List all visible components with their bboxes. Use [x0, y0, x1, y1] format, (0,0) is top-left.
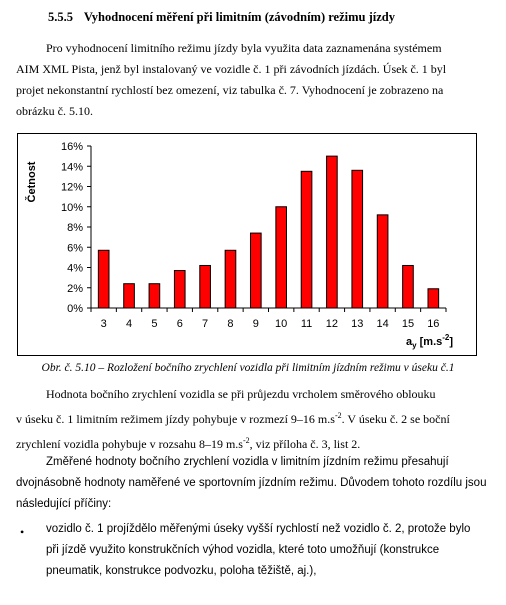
y-tick-label: 8% [67, 222, 83, 234]
paragraph-line: v úseku č. 1 limitním režimem jízdy pohybuje v rozmezí 9–16 $m.s^{-2}$. V úseku č. 2 se boční [16, 411, 450, 426]
chart-bar [200, 265, 211, 308]
bullet-item [46, 519, 478, 582]
y-tick-label: 12% [60, 181, 83, 194]
bullet-icon: • [20, 525, 25, 539]
x-tick-label: 12 [325, 318, 339, 330]
chart-bar [225, 250, 236, 308]
chart-bar [124, 284, 135, 308]
chart-bar [428, 289, 439, 308]
x-tick-label: 10 [275, 318, 288, 330]
paragraph-comparison [16, 452, 487, 515]
chart-bar [250, 233, 261, 308]
paragraph-line: Pro vyhodnocení limitního režimu jízdy byla využita data zaznamenána systémem [46, 41, 442, 55]
chart-bar [174, 271, 185, 308]
paragraph-line: Změřené hodnoty bočního zrychlení vozidla v limitním jízdním režimu přesahují [46, 456, 449, 468]
chart-bar [352, 170, 363, 308]
paragraph-line: zrychlení vozidla pohybuje v rozsahu 8–19 $m.s^{-2}$, viz příloha č. 3, list 2. [16, 436, 361, 451]
x-tick-label: 3 [100, 318, 107, 330]
chart-bar [403, 265, 414, 308]
chart-bar [276, 207, 287, 308]
paragraph-intro [16, 38, 478, 122]
figure-caption: Obr. č. 5.10 – Rozložení bočního zrychlení vozidla při limitním jízdním režimu v úseku č.1 [41, 362, 455, 374]
section-heading [48, 10, 395, 25]
x-tick-label: 5 [151, 318, 158, 330]
chart-bar [301, 171, 312, 308]
x-tick-label: 9 [252, 318, 259, 330]
x-tick-label: 7 [202, 318, 209, 330]
paragraph-line: Hodnota bočního zrychlení vozidla se při průjezdu vrcholem směrového oblouku [46, 387, 436, 401]
paragraph-line: projet nekonstantní rychlostí bez omezení, viz tabulka č. 7. Vyhodnocení je zobrazeno na [16, 83, 444, 97]
paragraph-line: dvojnásobně hodnoty naměřené ve sportovním jízdním režimu. Důvodem tohoto rozdílu jsou [16, 477, 487, 489]
chart-bar [377, 215, 388, 308]
y-tick-label: 0% [67, 303, 83, 315]
chart-bar [149, 284, 160, 308]
paragraph-line: následující příčiny: [16, 498, 112, 510]
y-tick-label: 2% [67, 282, 83, 295]
bullet-line: při jízdě využito konstrukčních výhod vozidla, které toto umožňují (konstrukce [46, 544, 440, 556]
bullet-line: vozidlo č. 1 projíždělo měřenými úseky vyšší rychlostí než vozidlo č. 2, protože bylo [46, 523, 471, 535]
y-tick-label: 6% [67, 242, 83, 255]
x-tick-label: 14 [376, 318, 389, 330]
chart-frame [17, 133, 477, 356]
x-tick-label: 16 [427, 318, 440, 330]
x-tick-label: 13 [351, 318, 364, 330]
paragraph-lateral-acceleration [16, 384, 478, 455]
x-tick-label: 6 [176, 318, 183, 330]
y-tick-label: 16% [60, 141, 83, 153]
y-tick-label: 4% [67, 262, 83, 275]
section-number: 5.5.5 [48, 10, 73, 24]
x-tick-label: 15 [401, 318, 415, 330]
x-tick-label: 4 [125, 318, 133, 330]
y-tick-label: 14% [60, 161, 83, 174]
chart-bar [327, 156, 338, 308]
y-axis-label: Četnost [26, 161, 38, 203]
bar-chart [18, 134, 476, 355]
chart-bar [98, 250, 109, 308]
y-tick-label: 10% [60, 201, 83, 214]
paragraph-line: obrázku č. 5.10. [16, 104, 93, 118]
x-tick-label: 8 [227, 318, 234, 330]
x-tick-label: 11 [300, 318, 313, 330]
bullet-line: pneumatik, konstrukce podvozku, poloha těžiště, aj.), [46, 565, 317, 577]
section-title: Vyhodnocení měření při limitním (závodním) režimu jízdy [83, 10, 396, 24]
x-axis-label: $a_y$ $[m.s^{-2}]$ [406, 333, 454, 350]
paragraph-line: AIM XML Pista, jenž byl instalovaný ve vozidle č. 1 při závodních jízdách. Úsek č. 1 byl [16, 62, 447, 76]
